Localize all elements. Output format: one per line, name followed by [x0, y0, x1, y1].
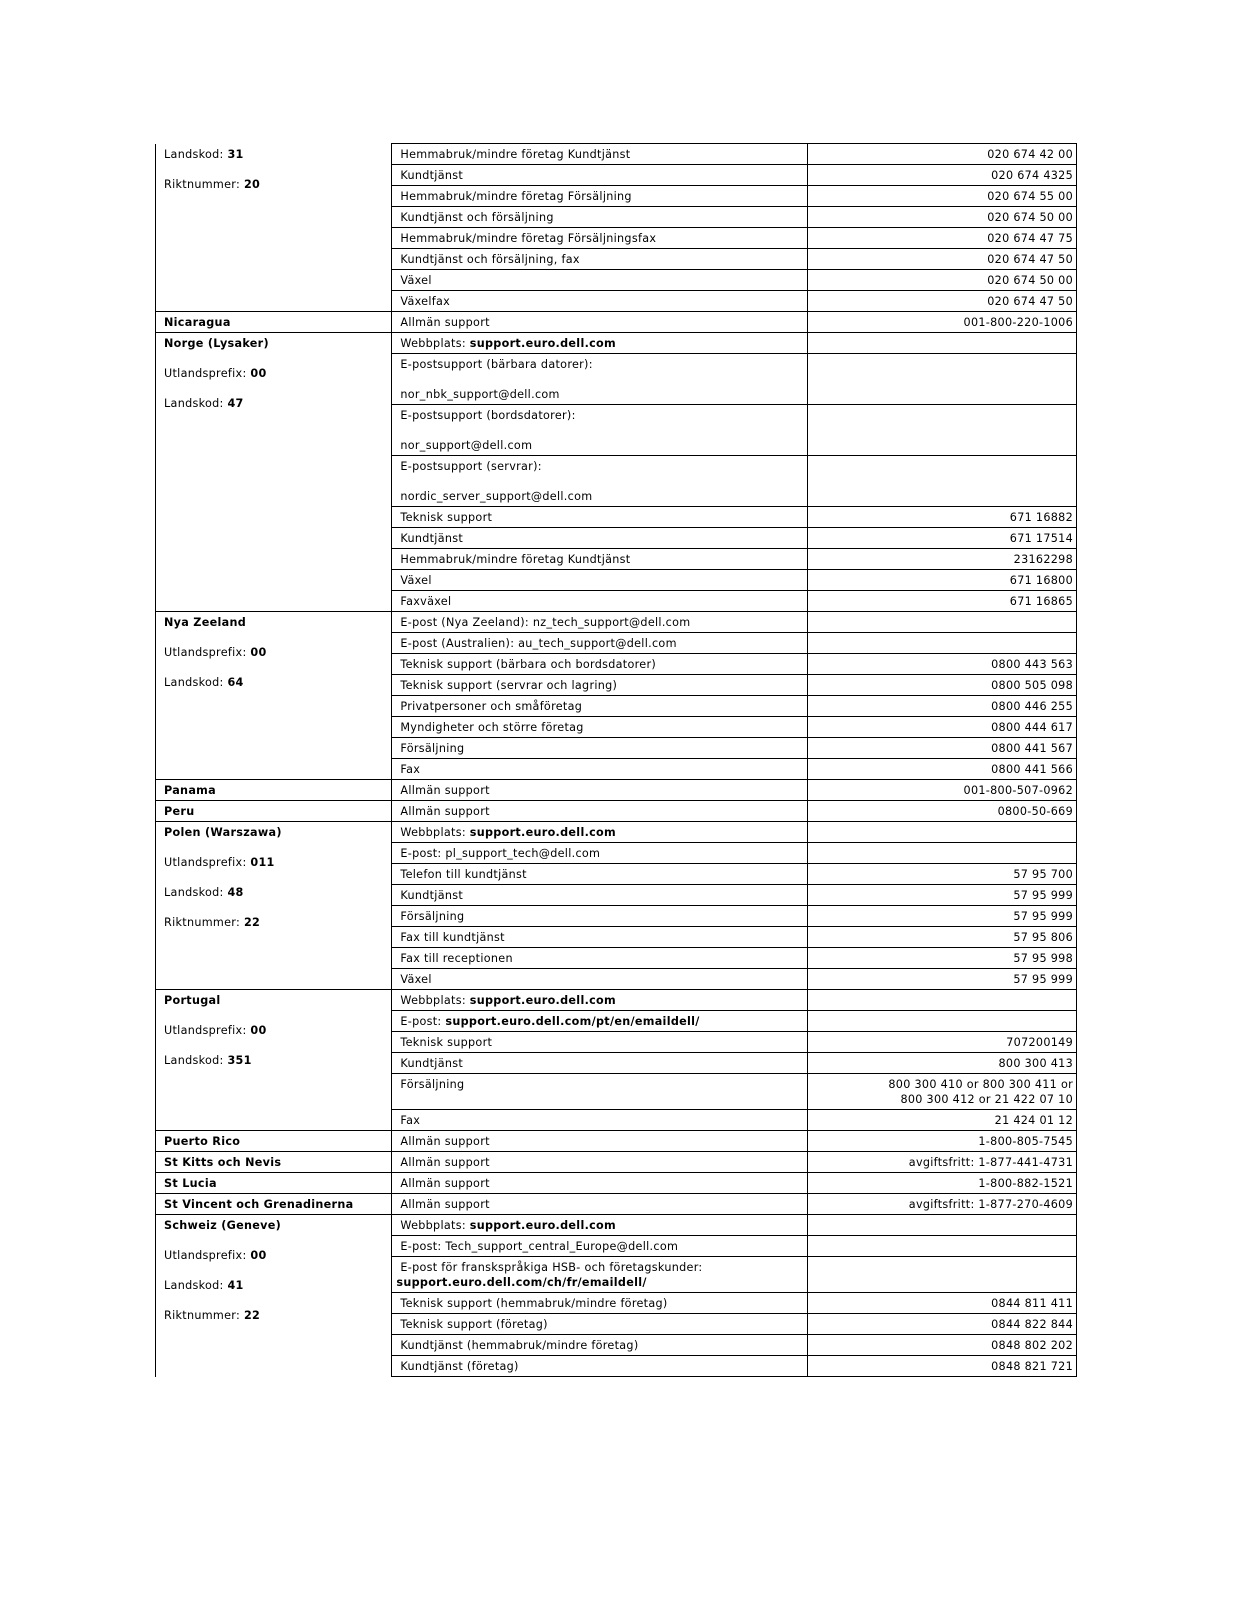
service-cell — [392, 291, 808, 312]
number-cell — [808, 1356, 1077, 1377]
service-label: Teknisk support (företag) — [400, 1318, 548, 1331]
number-cell — [808, 186, 1077, 207]
phone-number: 57 95 998 — [1013, 952, 1073, 965]
service-cell — [392, 654, 808, 675]
service-label: Allmän support — [400, 1156, 490, 1169]
service-label: Försäljning — [400, 910, 465, 923]
info-label: Landskod: — [164, 886, 228, 899]
table-row — [156, 312, 1077, 333]
service-label: Webbplats: — [400, 826, 470, 839]
service-cell — [392, 1236, 808, 1257]
number-cell — [808, 1194, 1077, 1215]
country-info-line — [164, 1023, 387, 1038]
country-cell-peru — [156, 801, 392, 822]
service-label: Allmän support — [400, 1198, 490, 1211]
country-name: Nya Zeeland — [164, 616, 247, 629]
country-cell-nicaragua — [156, 312, 392, 333]
phone-number: 671 17514 — [1009, 532, 1073, 545]
service-label: Myndigheter och större företag — [400, 721, 584, 734]
service-cell — [392, 612, 808, 633]
number-cell — [808, 906, 1077, 927]
table-row — [156, 1173, 1077, 1194]
country-info-line — [164, 366, 387, 381]
phone-number: 800 300 413 — [998, 1057, 1073, 1070]
number-cell — [808, 822, 1077, 843]
info-value: 00 — [250, 646, 267, 659]
spacer — [400, 372, 803, 387]
number-cell — [808, 780, 1077, 801]
phone-number: avgiftsfritt: 1-877-270-4609 — [908, 1198, 1073, 1211]
service-link[interactable]: support.euro.dell.com — [469, 994, 617, 1007]
phone-number: 1-800-882-1521 — [978, 1177, 1073, 1190]
number-cell — [808, 144, 1077, 165]
service-cell — [392, 228, 808, 249]
service-label: Fax till receptionen — [400, 952, 513, 965]
service-label: Kundtjänst (hemmabruk/mindre företag) — [400, 1339, 639, 1352]
info-label: Landskod: — [164, 676, 228, 689]
info-value: 351 — [227, 1054, 252, 1067]
number-cell — [808, 1110, 1077, 1131]
service-label: Växel — [400, 574, 432, 587]
service-label: Kundtjänst och försäljning, fax — [400, 253, 580, 266]
service-cell — [392, 507, 808, 528]
phone-number: 57 95 999 — [1013, 910, 1073, 923]
phone-number: 001-800-220-1006 — [963, 316, 1073, 329]
country-name: Polen (Warszawa) — [164, 826, 282, 839]
service-cell — [392, 312, 808, 333]
country-name: St Lucia — [164, 1177, 217, 1190]
country-name: St Vincent och Grenadinerna — [164, 1198, 354, 1211]
table-row — [156, 144, 1077, 165]
service-cell — [392, 354, 808, 405]
country-name: Schweiz (Geneve) — [164, 1219, 282, 1232]
info-label: Utlandsprefix: — [164, 1249, 251, 1262]
number-cell — [808, 1032, 1077, 1053]
country-name: Panama — [164, 784, 216, 797]
number-cell — [808, 1074, 1077, 1110]
service-cell — [392, 948, 808, 969]
table-row — [156, 801, 1077, 822]
service-label: Växel — [400, 973, 432, 986]
info-label: Landskod: — [164, 397, 228, 410]
service-label: E-post: — [400, 1015, 446, 1028]
service-cell — [392, 591, 808, 612]
service-label: Kundtjänst — [400, 1057, 464, 1070]
country-info-line — [164, 1308, 387, 1323]
country-info-line — [164, 147, 387, 162]
service-label: Allmän support — [400, 316, 490, 329]
info-label: Utlandsprefix: — [164, 856, 251, 869]
service-label: Kundtjänst — [400, 169, 464, 182]
service-label: Kundtjänst och försäljning — [400, 211, 554, 224]
number-cell — [808, 1053, 1077, 1074]
number-cell — [808, 549, 1077, 570]
country-cell-nederlanderna-cont — [156, 144, 392, 312]
table-row — [156, 780, 1077, 801]
info-value: 31 — [227, 147, 244, 161]
number-cell — [808, 270, 1077, 291]
service-cell — [392, 864, 808, 885]
info-value: 41 — [227, 1279, 244, 1292]
service-label: Kundtjänst — [400, 532, 464, 545]
service-cell — [392, 843, 808, 864]
phone-number: 0800 444 617 — [991, 721, 1073, 734]
service-label: Fax till kundtjänst — [400, 931, 505, 944]
contact-table — [155, 143, 1077, 1377]
number-cell — [808, 405, 1077, 456]
number-cell — [808, 885, 1077, 906]
number-cell — [808, 1236, 1077, 1257]
service-cell — [392, 1053, 808, 1074]
number-cell — [808, 675, 1077, 696]
service-cell — [392, 1356, 808, 1377]
country-info-line — [164, 1248, 387, 1263]
number-cell — [808, 228, 1077, 249]
service-cell — [392, 1194, 808, 1215]
number-cell — [808, 312, 1077, 333]
number-cell — [808, 249, 1077, 270]
service-label: Teknisk support (servrar och lagring) — [400, 679, 618, 692]
service-label: Hemmabruk/mindre företag Försäljningsfax — [400, 232, 657, 245]
number-cell — [808, 864, 1077, 885]
service-cell — [392, 1173, 808, 1194]
number-cell — [808, 927, 1077, 948]
info-label: Riktnummer: — [164, 177, 244, 191]
country-cell-st-vincent — [156, 1194, 392, 1215]
service-label: E-post: Tech_support_central_Europe@dell.com — [400, 1240, 679, 1253]
service-label: Hemmabruk/mindre företag Kundtjänst — [400, 148, 631, 161]
service-label: Försäljning — [400, 742, 465, 755]
phone-number: 020 674 55 00 — [987, 190, 1073, 203]
service-label: E-post för franskspråkiga HSB- och företagskunder: — [400, 1261, 703, 1274]
country-cell-puerto-rico — [156, 1131, 392, 1152]
service-label: Allmän support — [400, 784, 490, 797]
table-row — [156, 822, 1077, 843]
service-cell — [392, 885, 808, 906]
country-name: Norge (Lysaker) — [164, 337, 269, 350]
number-cell — [808, 165, 1077, 186]
phone-number: 020 674 4325 — [991, 169, 1073, 182]
service-cell — [392, 270, 808, 291]
service-link[interactable]: support.euro.dell.com — [469, 337, 617, 350]
info-value: 48 — [227, 886, 244, 899]
service-link[interactable]: support.euro.dell.com — [469, 826, 617, 839]
info-value: 64 — [227, 676, 244, 689]
number-cell — [808, 507, 1077, 528]
service-label: E-postsupport (servrar): — [400, 460, 542, 473]
phone-number: 0800-50-669 — [997, 805, 1073, 818]
service-cell — [392, 675, 808, 696]
country-info-line — [164, 885, 387, 900]
service-label: Telefon till kundtjänst — [400, 868, 527, 881]
service-cell — [392, 969, 808, 990]
number-cell — [808, 843, 1077, 864]
country-info-line — [164, 675, 387, 690]
table-row — [156, 1194, 1077, 1215]
service-email[interactable]: nor_support@dell.com — [400, 439, 533, 452]
phone-number: 0800 505 098 — [991, 679, 1073, 692]
country-cell-norge — [156, 333, 392, 612]
service-cell — [392, 633, 808, 654]
number-cell — [808, 333, 1077, 354]
phone-number: 0848 821 721 — [991, 1360, 1073, 1373]
service-link[interactable]: support.euro.dell.com/ch/fr/emaildell/ — [396, 1276, 647, 1289]
info-label: Landskod: — [164, 1054, 228, 1067]
phone-number: 020 674 47 50 — [987, 253, 1073, 266]
country-cell-st-lucia — [156, 1173, 392, 1194]
number-cell — [808, 291, 1077, 312]
number-cell — [808, 1152, 1077, 1173]
service-label: Privatpersoner och småföretag — [400, 700, 583, 713]
country-name: Portugal — [164, 994, 221, 1007]
info-value: 22 — [243, 916, 261, 929]
number-cell — [808, 1314, 1077, 1335]
service-cell — [392, 165, 808, 186]
phone-number: 020 674 47 75 — [987, 232, 1073, 245]
service-link[interactable]: support.euro.dell.com — [469, 1219, 617, 1232]
service-cell — [392, 990, 808, 1011]
phone-number: 0844 822 844 — [991, 1318, 1073, 1331]
service-cell — [392, 186, 808, 207]
service-cell — [392, 780, 808, 801]
phone-number: avgiftsfritt: 1-877-441-4731 — [908, 1156, 1073, 1169]
service-label: Hemmabruk/mindre företag Kundtjänst — [400, 553, 631, 566]
phone-number: 0848 802 202 — [991, 1339, 1073, 1352]
phone-number: 57 95 806 — [1013, 931, 1073, 944]
number-cell — [808, 612, 1077, 633]
number-cell — [808, 738, 1077, 759]
phone-number: 800 300 412 or 21 422 07 10 — [900, 1093, 1073, 1106]
service-label: Webbplats: — [400, 994, 470, 1007]
country-cell-portugal — [156, 990, 392, 1131]
service-link[interactable]: support.euro.dell.com/pt/en/emaildell/ — [445, 1015, 700, 1028]
service-email[interactable]: nor_nbk_support@dell.com — [400, 388, 560, 401]
service-cell — [392, 1110, 808, 1131]
phone-number: 020 674 42 00 — [987, 148, 1073, 161]
service-label: Försäljning — [400, 1078, 465, 1091]
phone-number: 671 16865 — [1009, 595, 1073, 608]
service-label: Fax — [400, 1114, 421, 1127]
info-value: 22 — [243, 1309, 261, 1322]
contact-table-body — [156, 144, 1077, 1377]
country-info-line — [164, 855, 387, 870]
number-cell — [808, 801, 1077, 822]
service-cell — [392, 717, 808, 738]
service-cell — [392, 1335, 808, 1356]
phone-number: 57 95 999 — [1013, 889, 1073, 902]
phone-number: 020 674 50 00 — [987, 211, 1073, 224]
service-label: E-post (Nya Zeeland): nz_tech_support@dell.com — [400, 616, 691, 629]
number-cell — [808, 948, 1077, 969]
service-label: Webbplats: — [400, 1219, 470, 1232]
phone-number: 0800 443 563 — [991, 658, 1073, 671]
service-cell — [392, 570, 808, 591]
service-cell — [392, 1131, 808, 1152]
phone-number: 1-800-805-7545 — [978, 1135, 1073, 1148]
service-label: Webbplats: — [400, 337, 470, 350]
table-row — [156, 1152, 1077, 1173]
table-row — [156, 1215, 1077, 1236]
country-cell-nya-zeeland — [156, 612, 392, 780]
phone-number: 21 424 01 12 — [994, 1114, 1073, 1127]
service-label: E-postsupport (bordsdatorer): — [400, 409, 576, 422]
number-cell — [808, 456, 1077, 507]
info-value: 47 — [227, 397, 244, 410]
number-cell — [808, 1335, 1077, 1356]
service-label: Teknisk support — [400, 1036, 493, 1049]
service-cell — [392, 1074, 808, 1110]
service-label: Allmän support — [400, 805, 490, 818]
phone-number: 671 16882 — [1009, 511, 1073, 524]
number-cell — [808, 1173, 1077, 1194]
info-label: Utlandsprefix: — [164, 1024, 251, 1037]
service-label: Faxväxel — [400, 595, 452, 608]
number-cell — [808, 1257, 1077, 1293]
service-cell — [392, 249, 808, 270]
service-cell — [392, 144, 808, 165]
service-label: Fax — [400, 763, 421, 776]
country-cell-polen — [156, 822, 392, 990]
info-value: 011 — [250, 856, 275, 869]
service-cell — [392, 333, 808, 354]
service-cell — [392, 528, 808, 549]
contact-table-page — [155, 143, 1077, 1377]
spacer — [400, 474, 803, 489]
service-cell — [392, 549, 808, 570]
number-cell — [808, 207, 1077, 228]
country-name: Puerto Rico — [164, 1135, 241, 1148]
number-cell — [808, 717, 1077, 738]
number-cell — [808, 969, 1077, 990]
service-cell — [392, 738, 808, 759]
service-label: Kundtjänst — [400, 889, 464, 902]
phone-number: 671 16800 — [1009, 574, 1073, 587]
number-cell — [808, 591, 1077, 612]
phone-number: 020 674 47 50 — [987, 295, 1073, 308]
service-email[interactable]: nordic_server_support@dell.com — [400, 490, 593, 503]
phone-number: 020 674 50 00 — [987, 274, 1073, 287]
service-label: E-post (Australien): au_tech_support@dell.com — [400, 637, 677, 650]
table-row — [156, 612, 1077, 633]
country-info-line — [164, 396, 387, 411]
service-label: E-postsupport (bärbara datorer): — [400, 358, 593, 371]
service-cell — [392, 801, 808, 822]
service-cell — [392, 207, 808, 228]
country-info-line — [164, 915, 387, 930]
number-cell — [808, 354, 1077, 405]
service-label: Teknisk support (bärbara och bordsdatorer) — [400, 658, 657, 671]
number-cell — [808, 1215, 1077, 1236]
service-label: Teknisk support — [400, 511, 493, 524]
info-value: 00 — [250, 1024, 267, 1037]
service-label: Hemmabruk/mindre företag Försäljning — [400, 190, 632, 203]
phone-number: 57 95 700 — [1013, 868, 1073, 881]
service-cell — [392, 759, 808, 780]
country-name: Nicaragua — [164, 316, 231, 329]
spacer — [400, 423, 803, 438]
service-cell — [392, 456, 808, 507]
country-name: Peru — [164, 805, 195, 818]
info-value: 00 — [250, 1249, 267, 1262]
info-label: Riktnummer: — [164, 916, 244, 929]
service-cell — [392, 1152, 808, 1173]
info-label: Landskod: — [164, 1279, 228, 1292]
service-label: Teknisk support (hemmabruk/mindre företag) — [400, 1297, 668, 1310]
number-cell — [808, 654, 1077, 675]
country-cell-schweiz — [156, 1215, 392, 1377]
service-label: Allmän support — [400, 1135, 490, 1148]
info-label: Utlandsprefix: — [164, 367, 251, 380]
number-cell — [808, 759, 1077, 780]
service-label: Växel — [400, 274, 432, 287]
service-cell — [392, 906, 808, 927]
service-cell — [392, 1257, 808, 1293]
country-cell-st-kitts — [156, 1152, 392, 1173]
number-cell — [808, 990, 1077, 1011]
info-label: Riktnummer: — [164, 1309, 244, 1322]
phone-number: 0800 441 566 — [991, 763, 1073, 776]
country-info-line — [164, 1278, 387, 1293]
phone-number: 707200149 — [1006, 1036, 1073, 1049]
country-cell-panama — [156, 780, 392, 801]
phone-number: 0800 441 567 — [991, 742, 1073, 755]
number-cell — [808, 1131, 1077, 1152]
service-cell — [392, 696, 808, 717]
service-cell — [392, 405, 808, 456]
phone-number: 0844 811 411 — [991, 1297, 1073, 1310]
info-label: Landskod: — [164, 147, 228, 161]
table-row — [156, 333, 1077, 354]
number-cell — [808, 633, 1077, 654]
country-info-line — [164, 177, 387, 192]
service-cell — [392, 1314, 808, 1335]
country-info-line — [164, 645, 387, 660]
service-cell — [392, 1032, 808, 1053]
phone-number: 57 95 999 — [1013, 973, 1073, 986]
info-label: Utlandsprefix: — [164, 646, 251, 659]
phone-number: 23162298 — [1013, 553, 1073, 566]
service-cell — [392, 927, 808, 948]
number-cell — [808, 528, 1077, 549]
service-cell — [392, 822, 808, 843]
service-label: Växelfax — [400, 295, 451, 308]
number-cell — [808, 1293, 1077, 1314]
service-label: E-post: pl_support_tech@dell.com — [400, 847, 601, 860]
country-info-line — [164, 1053, 387, 1068]
service-cell — [392, 1011, 808, 1032]
number-cell — [808, 1011, 1077, 1032]
country-name: St Kitts och Nevis — [164, 1156, 282, 1169]
phone-number: 800 300 410 or 800 300 411 or — [888, 1078, 1073, 1091]
phone-number: 0800 446 255 — [991, 700, 1073, 713]
service-label: Allmän support — [400, 1177, 490, 1190]
number-cell — [808, 696, 1077, 717]
phone-number: 001-800-507-0962 — [963, 784, 1073, 797]
service-cell — [392, 1215, 808, 1236]
table-row — [156, 990, 1077, 1011]
info-value: 20 — [243, 177, 261, 191]
service-cell — [392, 1293, 808, 1314]
table-row — [156, 1131, 1077, 1152]
number-cell — [808, 570, 1077, 591]
service-label: Kundtjänst (företag) — [400, 1360, 519, 1373]
info-value: 00 — [250, 367, 267, 380]
